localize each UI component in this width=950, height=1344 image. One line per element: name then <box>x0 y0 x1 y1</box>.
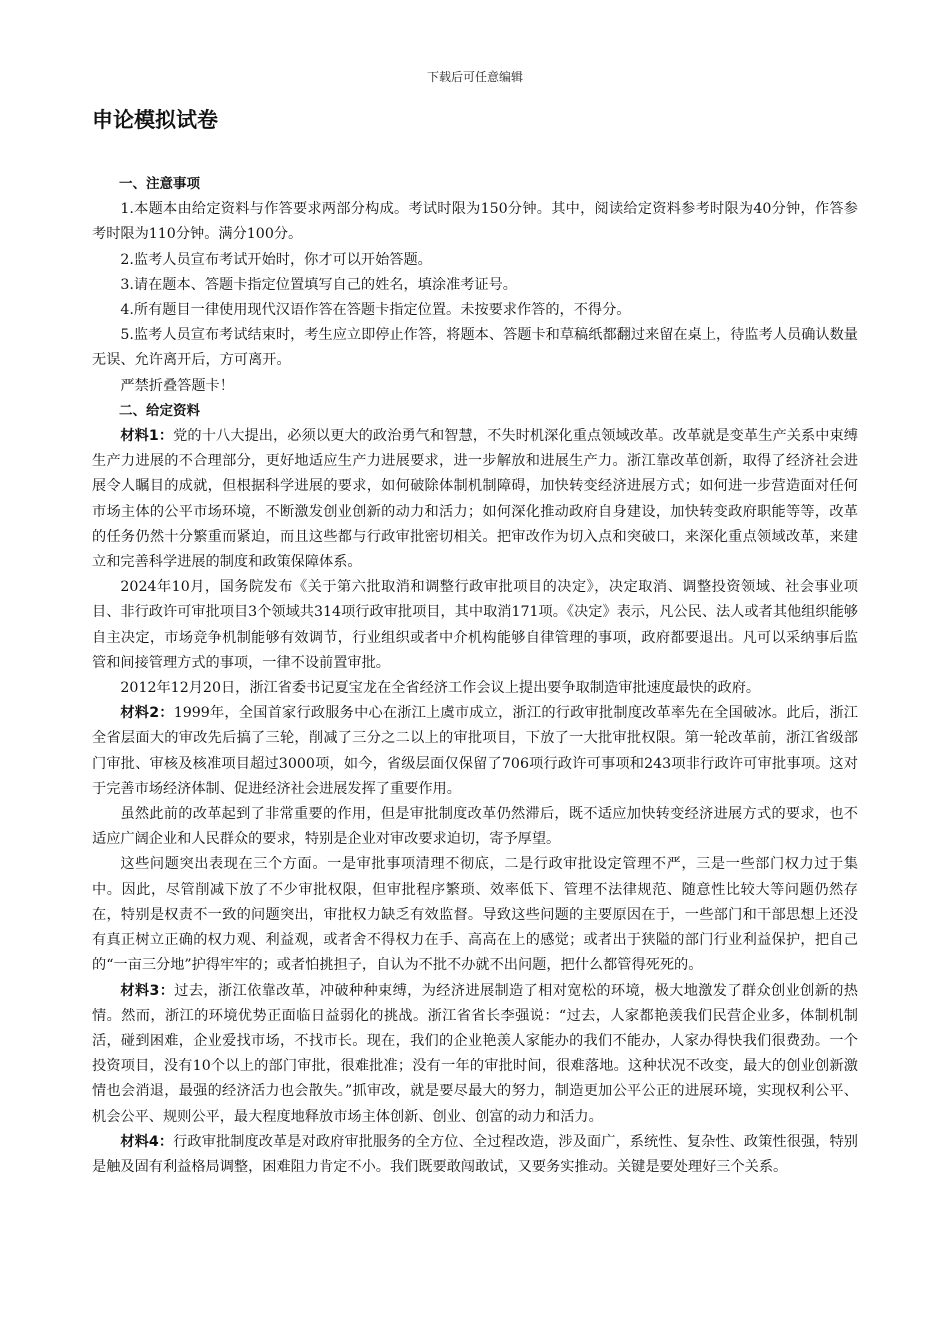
material-2-label: 材料2： <box>120 705 174 722</box>
material-1-text-1: 党的十八大提出，必须以更大的政治勇气和智慧，不失时机深化重点领域改革。改革就是变革生产关系中束缚生产力进展的不合理部分，更好地适应生产力进展要求，进一步解放和进展生产力。浙江靠改革创新，取得了经济社会进展令人瞩目的成就，但根据科学进展的要求，如何破除体制机制障碍，加快转变经济进展方式；如何进一步营造面对任何市场主体的公平市场环境，不断激发创业创新的动力和活力；如何深化推动政府自身建设，加快转变政府职能等等，改革的任务仍然十分繁重而紧迫，而且这些都与行政审批密切相关。把审改作为切入点和突破口，来深化重点领域改革，来建立和完善科学进展的制度和政策保障体系。 <box>92 428 858 571</box>
material-3-label: 材料3： <box>120 982 175 999</box>
material-4-label: 材料4： <box>120 1133 174 1150</box>
material-3-text-1: 过去，浙江依靠改革，冲破种种束缚，为经济进展制造了相对宽松的环境，极大地激发了群众创业创新的热情。然而，浙江的环境优势正面临日益弱化的挑战。浙江省省长李强说：“过去，人家都艳羡我们民营企业多，体制机制活，碰到困难，企业爱找市场，不找市长。现在，我们的企业艳羡人家能办的我们不能办，人家办得快我们很费劲。一个投资项目，没有10个以上的部门审批，很难批准；没有一年的审批时间，很难落地。这种状况不改变，最大的创业创新激情也会消退，最强的经济活力也会散失。”抓审改，就是要尽最大的努力，制造更加公平公正的进展环境，实现权利公平、机会公平、规则公平，最大程度地释放市场主体创新、创业、创富的动力和活力。 <box>92 982 858 1125</box>
material-1-label: 材料1： <box>120 428 174 445</box>
material-1-paragraph-1 <box>92 424 858 575</box>
page-header-note: 下载后可任意编辑 <box>426 70 523 84</box>
material-2-paragraph-3: 这些问题突出表现在三个方面。一是审批事项清理不彻底，二是行政审批设定管理不严，三是一些部门权力过于集中。因此，尽管削减下放了不少审批权限，但审批程序繁琐、效率低下、管理不法律规范、随意性比较大等问题仍然存在，特别是权责不一致的问题突出，审批权力缺乏有效监督。导致这些问题的主要原因在于，一些部门和干部思想上还没有真正树立正确的权力观、利益观，或者舍不得权力在手、高高在上的感觉；或者出于狭隘的部门行业利益保护，把自己的“一亩三分地”护得牢牢的；或者怕挑担子，自认为不批不办就不出问题，把什么都管得死死的。 <box>92 856 858 974</box>
notice-item-4: 4.所有题目一律使用现代汉语作答在答题卡指定位置。未按要求作答的，不得分。 <box>120 302 631 319</box>
material-1-paragraph-2: 2024年10月，国务院发布《关于第六批取消和调整行政审批项目的决定》，决定取消、调整投资领域、社会事业项目、非行政许可审批项目3个领域共314项行政审批项目，其中取消171项。《决定》表示，凡公民、法人或者其他组织能够自主决定，市场竞争机制能够有效调节，行业组织或者中介机构能够自律管理的事项，政府都要退出。凡可以采纳事后监管和间接管理方式的事项，一律不设前置审批。 <box>92 579 858 671</box>
material-1-paragraph-3: 2012年12月20日，浙江省委书记夏宝龙在全省经济工作会议上提出要争取制造审批速度最快的政府。 <box>120 680 761 697</box>
material-2-text-1: 1999年，全国首家行政服务中心在浙江上虞市成立，浙江的行政审批制度改革率先在全国破冰。此后，浙江全省层面大的审改先后搞了三轮，削减了三分之二以上的审批项目，下放了一大批审批权限。第一轮改革前，浙江省级部门审批、审核及核准项目超过3000项，如今，省级层面仅保留了706项行政许可事项和243项非行政许可审批事项。这对于完善市场经济体制、促进经济社会进展发挥了重要作用。 <box>92 705 858 797</box>
notice-item-5: 5.监考人员宣布考试结束时，考生应立即停止作答，将题本、答题卡和草稿纸都翻过来留在桌上，待监考人员确认数量无误、允许离开后，方可离开。 <box>92 327 858 369</box>
material-4-text-1: 行政审批制度改革是对政府审批服务的全方位、全过程改造，涉及面广，系统性、复杂性、政策性很强，特别是触及固有利益格局调整，困难阻力肯定不小。我们既要敢闯敢试，又要务实推动。关键是要处理好三个关系。 <box>92 1133 858 1175</box>
notice-item-2: 2.监考人员宣布考试开始时，你才可以开始答题。 <box>120 251 432 268</box>
document-body <box>92 172 858 1180</box>
notice-item-1: 1.本题本由给定资料与作答要求两部分构成。考试时限为150分钟。其中，阅读给定资料参考时限为40分钟，作答参考时限为110分钟。满分100分。 <box>92 201 858 243</box>
notice-warning: 严禁折叠答题卡！ <box>120 377 234 394</box>
document-title: 申论模拟试卷 <box>92 108 218 132</box>
section-heading-materials: 二、给定资料 <box>119 402 200 419</box>
material-3-paragraph-1 <box>92 979 858 1130</box>
material-2-paragraph-1 <box>92 701 858 802</box>
material-4-paragraph-1 <box>92 1130 858 1180</box>
section-heading-notice: 一、注意事项 <box>119 176 200 192</box>
material-2-paragraph-2: 虽然此前的改革起到了非常重要的作用，但是审批制度改革仍然滞后，既不适应加快转变经济进展方式的要求，也不适应广阔企业和人民群众的要求，特别是企业对审改要求迫切，寄予厚望。 <box>92 806 858 848</box>
notice-item-3: 3.请在题本、答题卡指定位置填写自己的姓名，填涂准考证号。 <box>120 276 517 293</box>
